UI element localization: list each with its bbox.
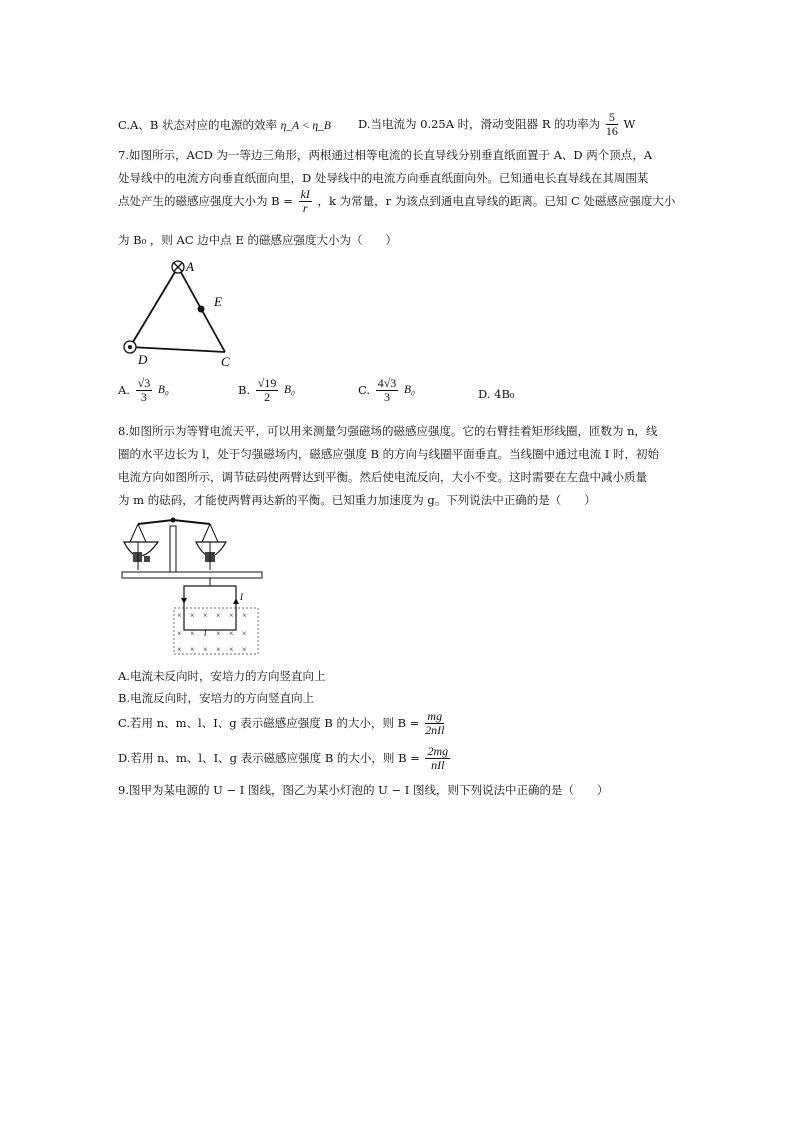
q7-stem-line1: 7.如图所示，ACD 为一等边三角形，两根通过相等电流的长直导线分别垂直纸面置于 A、D 两个顶点，A bbox=[118, 148, 653, 162]
label-length: l bbox=[204, 628, 207, 638]
svg-text:×: × bbox=[190, 645, 195, 654]
svg-text:×: × bbox=[229, 645, 234, 654]
q7-option-a: A. $\frac{√3}{3}$ B₀ bbox=[118, 376, 169, 405]
q8-option-b: B.电流反向时，安培力的方向竖直向上 bbox=[118, 691, 315, 705]
q8-stem-line4: 为 m 的砝码，才能使两臂再达新的平衡。已知重力加速度为 g。下列说法中正确的是（ ） bbox=[118, 493, 596, 507]
svg-text:×: × bbox=[177, 611, 182, 620]
q7-stem-line3: 点处产生的磁感应强度大小为 B = $\frac{kI}{r}$ ，k 为常量，r 为该点到通电直导线的距离。已知 C 处磁感应强度大小 bbox=[118, 187, 676, 216]
svg-text:×: × bbox=[190, 629, 195, 638]
svg-text:×: × bbox=[177, 645, 182, 654]
q7-stem-line4: 为 B₀ ，则 AC 边中点 E 的磁感应强度大小为（ ） bbox=[118, 233, 397, 247]
q8-balance-figure bbox=[118, 512, 268, 660]
q8-option-d: D.若用 n、m、l、I、g 表示磁感应强度 B 的大小，则 B = $\frac{2mg}{\text{nIl}}$ bbox=[118, 744, 449, 773]
q8-stem-line1: 8.如图所示为等臂电流天平，可以用来测量匀强磁场的磁感应强度。它的右臂挂着矩形线圈，匝数为 n，线 bbox=[118, 424, 658, 438]
svg-text:×: × bbox=[216, 645, 221, 654]
svg-text:×: × bbox=[242, 629, 247, 638]
label-e: E bbox=[214, 294, 222, 309]
q7-stem-line2: 处导线中的电流方向垂直纸面向里，D 处导线中的电流方向垂直纸面向外。已知通电长直导线在其周围某 bbox=[118, 171, 649, 185]
q7-option-c: C. $\frac{4√3}{3}$ B₀ bbox=[358, 376, 415, 405]
svg-text:×: × bbox=[216, 611, 221, 620]
q8-stem-line3: 电流方向如图所示，调节砝码使两臂达到平衡。然后使电流反向，大小不变。这时需要在左盘中减小质量 bbox=[118, 470, 647, 484]
current-arrow-icon bbox=[181, 598, 187, 604]
q6-option-d: D.当电流为 0.25A 时，滑动变阻器 R 的功率为 $\frac{5}{16}$ W bbox=[358, 110, 636, 139]
svg-text:×: × bbox=[242, 645, 247, 654]
svg-text:×: × bbox=[190, 611, 195, 620]
q8-stem-line2: 圈的水平边长为 l，处于匀强磁场内，磁感应强度 B 的方向与线圈平面垂直。当线圈中通过电流 I 时，初始 bbox=[118, 447, 659, 461]
q7-option-b: B. $\frac{√19}{2}$ B₀ bbox=[238, 376, 296, 405]
q8-option-c: C.若用 n、m、l、I、g 表示磁感应强度 B 的大小，则 B = $\frac{mg}{\text{2nIl}}$ bbox=[118, 709, 445, 738]
q6-option-c: C.A、B 状态对应的电源的效率 η_A < η_B bbox=[118, 118, 331, 132]
q8-option-a: A.电流未反向时，安培力的方向竖直向上 bbox=[118, 669, 326, 683]
label-a: A bbox=[186, 259, 194, 274]
svg-text:×: × bbox=[177, 629, 182, 638]
label-current: I bbox=[240, 592, 243, 602]
q7-option-d: D. 4B₀ bbox=[478, 387, 515, 401]
svg-text:×: × bbox=[229, 629, 234, 638]
svg-text:×: × bbox=[203, 611, 208, 620]
q9-stem-line1: 9.图甲为某电源的 U − I 图线，图乙为某小灯泡的 U − I 图线，则下列说法中正确的是（ ） bbox=[118, 783, 609, 797]
q7-triangle-figure bbox=[118, 258, 248, 368]
current-arrow-icon bbox=[233, 598, 239, 604]
svg-text:×: × bbox=[229, 611, 234, 620]
svg-text:×: × bbox=[242, 611, 247, 620]
label-d: D bbox=[138, 352, 148, 367]
svg-text:×: × bbox=[203, 645, 208, 654]
point-e-dot bbox=[198, 306, 205, 313]
label-c: C bbox=[221, 354, 230, 368]
q6-option-c-math: η_A < η_B bbox=[280, 120, 331, 132]
svg-text:×: × bbox=[216, 629, 221, 638]
